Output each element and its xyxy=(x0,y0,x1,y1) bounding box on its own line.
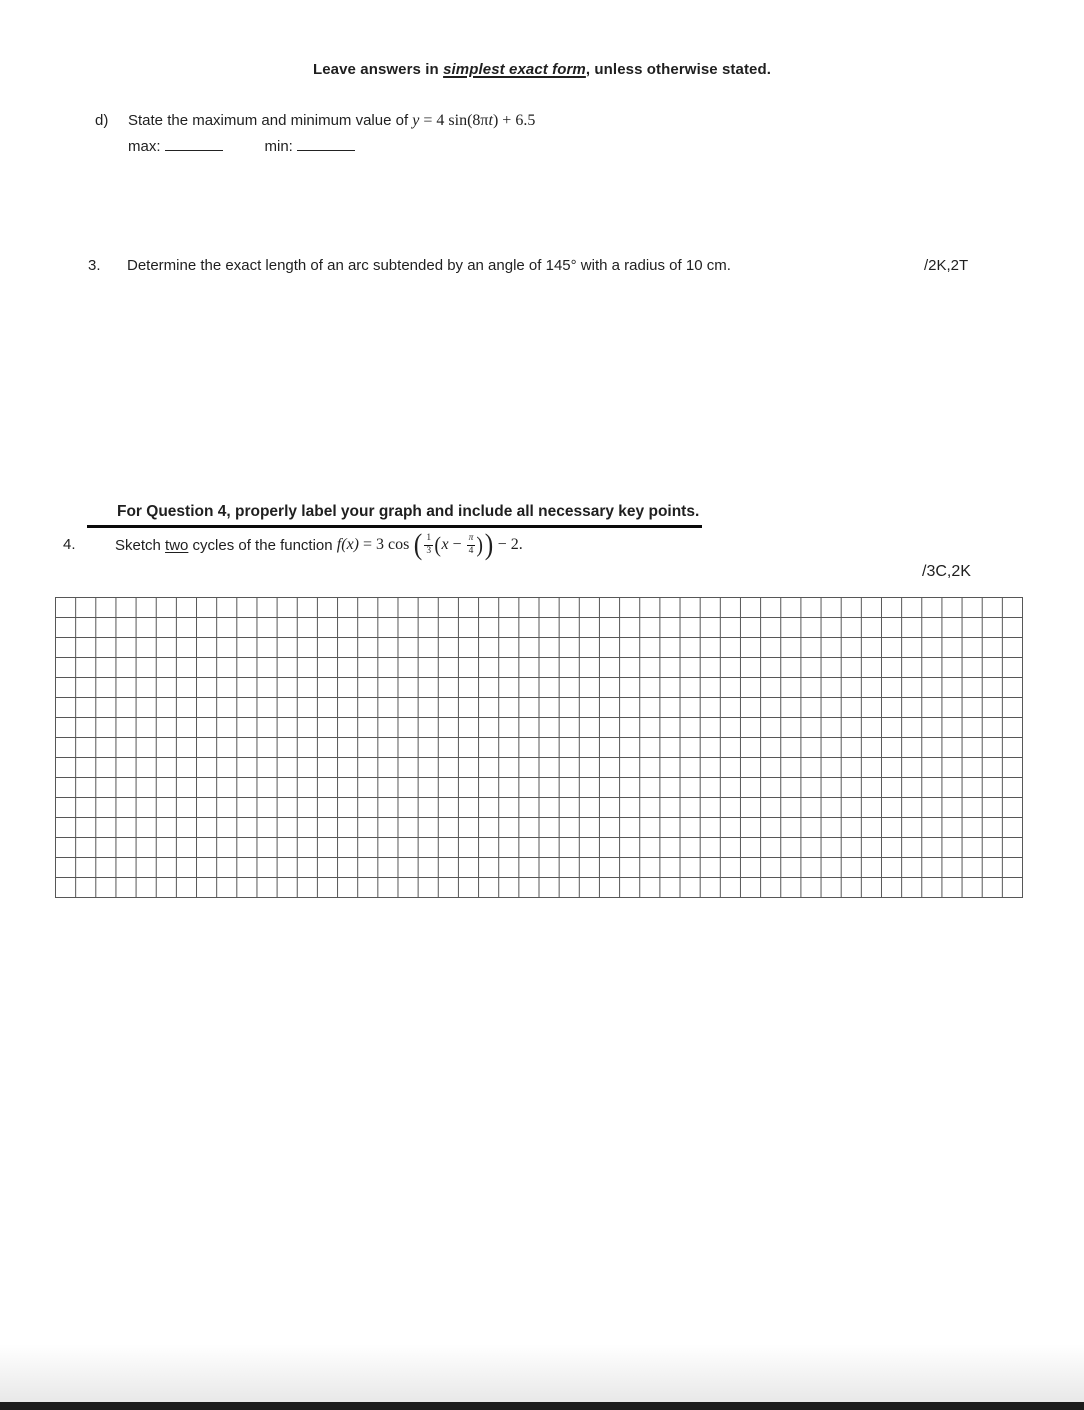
fraction-numerator: π xyxy=(467,534,476,546)
question-4-formula xyxy=(337,530,523,560)
formula-var-x: x xyxy=(441,536,449,553)
question-3-marks: /2K,2T xyxy=(924,257,969,274)
question-4-prompt-underlined: two xyxy=(165,536,189,554)
formula-var-t: t xyxy=(488,112,493,129)
answer-blanks-row xyxy=(95,137,535,155)
question-4-number: 4. xyxy=(63,536,76,553)
question-4-text xyxy=(115,527,523,563)
graph-grid xyxy=(55,597,1023,898)
min-answer-blank xyxy=(297,137,355,151)
close-paren-inner: ) xyxy=(476,532,484,557)
question-d-label: d) xyxy=(95,112,109,129)
instruction-suffix: , unless otherwise stated. xyxy=(585,61,772,78)
question-4 xyxy=(0,527,1084,563)
open-paren-inner: ( xyxy=(434,532,442,557)
page-bottom-shadow xyxy=(0,1344,1084,1402)
formula-fx: f(x) xyxy=(336,536,359,553)
fraction-one-third xyxy=(424,534,433,557)
fraction-numerator: 1 xyxy=(424,534,433,546)
formula-minus: − xyxy=(448,536,466,553)
question-4-prompt-before: Sketch xyxy=(115,536,166,554)
min-label: min: xyxy=(264,138,293,155)
formula-tail: ) + 6.5 xyxy=(492,112,536,129)
question-d-formula xyxy=(412,112,535,129)
max-label: max: xyxy=(128,138,161,155)
instruction-header xyxy=(0,61,1084,78)
question-3-prompt: Determine the exact length of an arc subtended by an angle of 145° with a radius of 10 cm. xyxy=(127,257,731,274)
max-answer-blank xyxy=(165,137,223,151)
question-4-marks: /3C,2K xyxy=(922,563,971,580)
question-3-number: 3. xyxy=(88,257,101,274)
open-paren-outer: ( xyxy=(414,528,423,561)
question-4-prompt-after: cycles of the function xyxy=(188,536,337,554)
graph-grid-svg xyxy=(55,597,1023,898)
section-heading: For Question 4, properly label your graph and include all necessary key points. xyxy=(87,503,702,528)
instruction-prefix: Leave answers in xyxy=(312,61,444,78)
question-d xyxy=(95,112,535,155)
formula-eq: = 3 cos xyxy=(359,536,414,553)
close-paren-outer: ) xyxy=(484,528,493,561)
page-bottom-edge xyxy=(0,1402,1084,1410)
fraction-denominator: 4 xyxy=(468,545,474,556)
formula-mid: = 4 sin(8π xyxy=(419,112,489,129)
question-d-prompt: State the maximum and minimum value of xyxy=(128,112,413,129)
formula-tail: − 2. xyxy=(493,536,523,553)
fraction-pi-fourth xyxy=(467,534,476,557)
question-d-text xyxy=(128,112,535,130)
question-d-line xyxy=(95,112,535,130)
formula-var-y: y xyxy=(412,112,420,129)
instruction-emphasis: simplest exact form xyxy=(443,61,586,78)
fraction-denominator: 3 xyxy=(426,545,432,556)
